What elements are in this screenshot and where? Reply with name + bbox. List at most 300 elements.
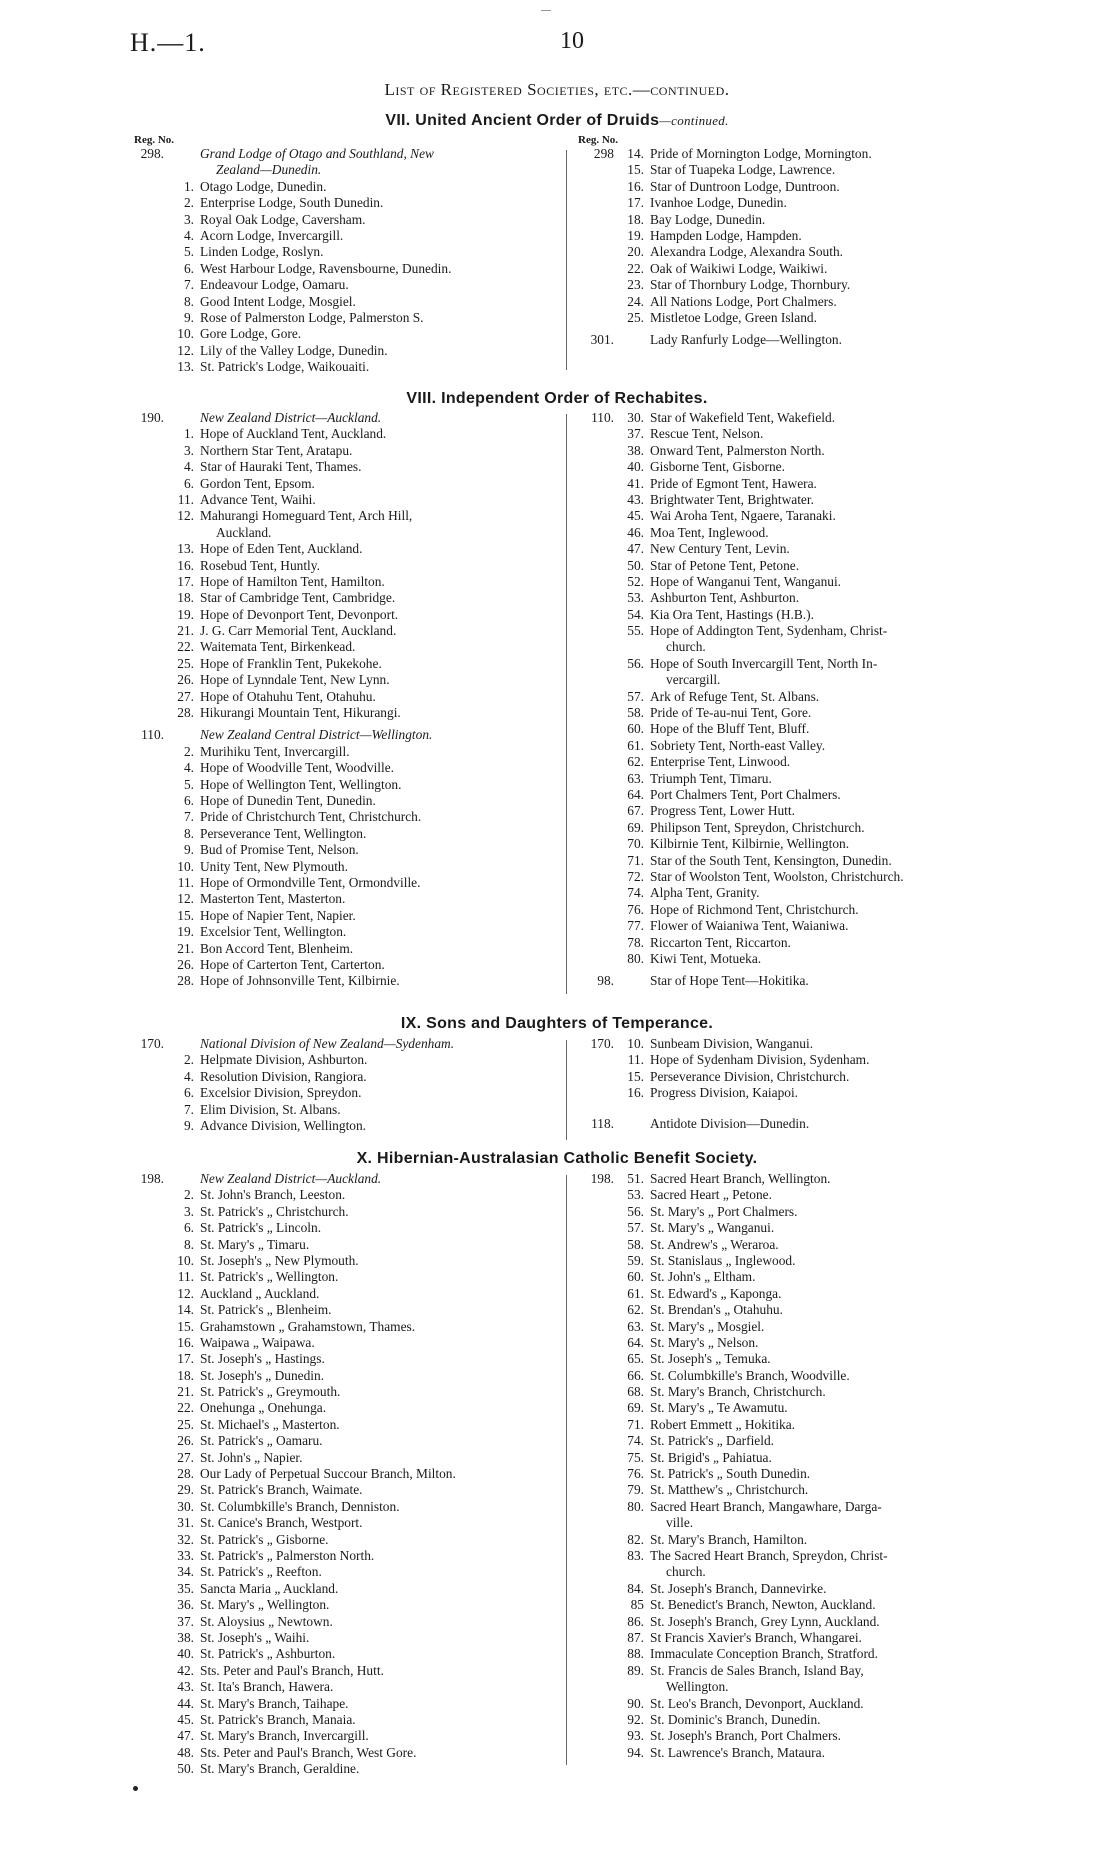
list-item [570, 162, 1010, 178]
list-item [570, 820, 1010, 836]
item-number: 89. [627, 1662, 644, 1678]
item-text: St. Columbkille's Branch, Denniston. [200, 1498, 400, 1514]
item-number: 37. [177, 1613, 194, 1629]
item-text: Lady Ranfurly Lodge—Wellington. [650, 332, 842, 348]
list-item [570, 1116, 1010, 1132]
list-item [570, 869, 1010, 885]
item-text: Grand Lodge of Otago and Southland, New [200, 146, 434, 161]
item-number: 64. [627, 1334, 644, 1350]
item-number: 74. [627, 885, 644, 901]
item-number: 58. [627, 1236, 644, 1252]
list-item [120, 492, 560, 508]
item-text: Immaculate Conception Branch, Stratford. [650, 1646, 878, 1662]
list-item [120, 1253, 560, 1269]
item-text: St. Mary's „ Nelson. [650, 1334, 759, 1350]
item-text: St. Joseph's Branch, Grey Lynn, Auckland. [650, 1613, 880, 1629]
item-number: 25. [627, 309, 644, 325]
list-item [570, 1679, 1010, 1695]
item-text: Gisborne Tent, Gisborne. [650, 459, 785, 475]
item-text: Flower of Waianiwa Tent, Waianiwa. [650, 918, 849, 934]
item-number: 50. [177, 1761, 194, 1777]
item-text: St. Patrick's „ Greymouth. [200, 1384, 341, 1400]
item-text: St. Patrick's „ Christchurch. [200, 1203, 349, 1219]
list-item [570, 1319, 1010, 1335]
list-item [120, 1400, 560, 1416]
item-number: 71. [627, 1416, 644, 1432]
item-number: 11. [627, 1052, 644, 1068]
list-item [570, 771, 1010, 787]
list-item [120, 875, 560, 891]
item-number: 67. [627, 803, 644, 819]
page-number: 10 [560, 28, 584, 54]
list-item [120, 1319, 560, 1335]
item-text: Sunbeam Division, Wanganui. [650, 1036, 814, 1051]
registration-number: 198. [590, 1171, 614, 1186]
item-number: 46. [627, 524, 644, 540]
item-text: Sacred Heart Branch, Wellington. [650, 1171, 831, 1186]
item-text: Pride of Mornington Lodge, Mornington. [650, 146, 872, 161]
item-text: Zealand—Dunedin. [216, 162, 322, 178]
list-item [570, 1269, 1010, 1285]
list-item [570, 1745, 1010, 1761]
list-item [120, 1069, 560, 1085]
item-text: Hope of Dunedin Tent, Dunedin. [200, 792, 376, 808]
list-item [570, 918, 1010, 934]
section-heading-viii: VIII. Independent Order of Rechabites. [406, 390, 708, 407]
list-item [570, 1036, 1010, 1052]
list-item [570, 803, 1010, 819]
item-number: 6. [183, 792, 194, 808]
item-number: 19. [177, 924, 194, 940]
list-item [570, 294, 1010, 310]
item-text: Hope of Wanganui Tent, Wanganui. [650, 573, 842, 589]
item-number: 82. [627, 1531, 644, 1547]
list-item [570, 426, 1010, 442]
list-item [570, 1171, 1010, 1187]
list-item [570, 410, 1010, 426]
item-text: Good Intent Lodge, Mosgiel. [200, 293, 356, 309]
item-number: 44. [177, 1695, 194, 1711]
item-number: 7. [183, 1101, 194, 1117]
item-text: Sts. Peter and Paul's Branch, Hutt. [200, 1662, 384, 1678]
item-number: 6. [183, 1085, 194, 1101]
list-item [570, 277, 1010, 293]
item-number: 28. [177, 705, 194, 721]
list-item [120, 326, 560, 342]
item-number: 94. [627, 1744, 644, 1760]
item-text: Mahurangi Homeguard Tent, Arch Hill, [200, 508, 413, 524]
section-viii-left-column [120, 410, 560, 990]
list-item [570, 1085, 1010, 1101]
list-item [570, 1351, 1010, 1367]
item-text: Bud of Promise Tent, Nelson. [200, 842, 359, 858]
list-item [120, 195, 560, 211]
item-text: Star of Thornbury Lodge, Thornbury. [650, 277, 851, 293]
item-number: 35. [177, 1580, 194, 1596]
item-text: Kiwi Tent, Motueka. [650, 950, 762, 966]
list-item [120, 1630, 560, 1646]
item-number: 15. [177, 907, 194, 923]
list-item [120, 891, 560, 907]
item-number: 68. [627, 1384, 644, 1400]
item-text: Auckland. [216, 524, 272, 540]
list-item [120, 809, 560, 825]
item-number: 14. [627, 146, 644, 161]
item-number: 38. [177, 1629, 194, 1645]
list-item [120, 459, 560, 475]
registration-number: 298. [140, 146, 164, 161]
item-text: St. Mary's Branch, Taihape. [200, 1695, 349, 1711]
list-item [570, 574, 1010, 590]
item-number: 19. [627, 227, 644, 243]
item-text: Advance Division, Wellington. [200, 1117, 367, 1133]
item-number: 26. [177, 956, 194, 972]
item-text: St. Patrick's Lodge, Waikouaiti. [200, 359, 370, 375]
item-text: Pride of Te-au-nui Tent, Gore. [650, 705, 812, 721]
item-text: vercargill. [666, 672, 721, 688]
list-item [570, 525, 1010, 541]
item-text: Elim Division, St. Albans. [200, 1101, 341, 1117]
list-item [570, 639, 1010, 655]
list-item [120, 277, 560, 293]
item-number: 88. [627, 1646, 644, 1662]
list-item [570, 1302, 1010, 1318]
list-item [120, 1052, 560, 1068]
item-number: 31. [177, 1515, 194, 1531]
item-number: 55. [627, 623, 644, 639]
list-item [570, 590, 1010, 606]
list-item [120, 672, 560, 688]
item-number: 54. [627, 606, 644, 622]
item-number: 2. [183, 195, 194, 211]
item-number: 3. [183, 1203, 194, 1219]
list-item [570, 1069, 1010, 1085]
list-item [120, 957, 560, 973]
margin-dot [133, 1786, 138, 1791]
item-number: 45. [177, 1711, 194, 1727]
list-item [120, 607, 560, 623]
list-item [570, 1663, 1010, 1679]
item-text: Star of Woolston Tent, Woolston, Christchurch. [650, 868, 904, 884]
item-text: St. Ita's Branch, Hawera. [200, 1679, 334, 1695]
item-text: St. John's „ Eltham. [650, 1269, 756, 1285]
top-mark [541, 10, 551, 11]
item-number: 40. [177, 1646, 194, 1662]
list-item [120, 212, 560, 228]
item-text: Triumph Tent, Timaru. [650, 770, 772, 786]
list-item [120, 705, 560, 721]
item-text: Gore Lodge, Gore. [200, 326, 302, 342]
list-item [120, 842, 560, 858]
item-number: 62. [627, 754, 644, 770]
list-item [120, 793, 560, 809]
item-text: St. Patrick's „ Ashburton. [200, 1646, 336, 1662]
item-text: St. Mary's Branch, Invercargill. [200, 1728, 369, 1744]
item-text: Royal Oak Lodge, Caversham. [200, 211, 366, 227]
item-number: 9. [183, 842, 194, 858]
list-item [570, 1433, 1010, 1449]
item-number: 56. [627, 655, 644, 671]
item-text: Masterton Tent, Masterton. [200, 891, 346, 907]
item-text: Resolution Division, Rangiora. [200, 1068, 367, 1084]
item-text: Star of the South Tent, Kensington, Dunedin. [650, 852, 892, 868]
list-item [120, 1384, 560, 1400]
item-text: Mistletoe Lodge, Green Island. [650, 309, 817, 325]
item-number: 26. [177, 672, 194, 688]
item-number: 69. [627, 1400, 644, 1416]
list-item [570, 443, 1010, 459]
item-text: St. Joseph's „ Waihi. [200, 1629, 310, 1645]
item-text: Rose of Palmerston Lodge, Palmerston S. [200, 309, 424, 325]
item-text: St. Michael's „ Masterton. [200, 1416, 340, 1432]
list-item [120, 924, 560, 940]
list-item [120, 656, 560, 672]
list-item [570, 1187, 1010, 1203]
item-text: St. Mary's „ Wellington. [200, 1597, 330, 1613]
registration-number: 298 [593, 146, 614, 161]
list-item [120, 1269, 560, 1285]
list-item [570, 836, 1010, 852]
list-item [120, 1696, 560, 1712]
item-text: St. Mary's Branch, Geraldine. [200, 1761, 360, 1777]
list-item [570, 935, 1010, 951]
document-code: H.—1. [130, 28, 206, 57]
item-text: St. Mary's Branch, Christchurch. [650, 1384, 826, 1400]
item-number: 80. [627, 950, 644, 966]
item-number: 80. [627, 1498, 644, 1514]
item-text: Hope of Wellington Tent, Wellington. [200, 776, 402, 792]
item-text: Onehunga „ Onehunga. [200, 1400, 327, 1416]
list-item [120, 623, 560, 639]
item-number: 86. [627, 1613, 644, 1629]
list-item [120, 525, 560, 541]
list-item [120, 1118, 560, 1134]
list-item [570, 179, 1010, 195]
item-number: 21. [177, 1384, 194, 1400]
item-number: 45. [627, 508, 644, 524]
item-number: 29. [177, 1482, 194, 1498]
item-text: Hope of Eden Tent, Auckland. [200, 541, 363, 557]
item-number: 72. [627, 868, 644, 884]
registration-number: 198. [140, 1171, 164, 1186]
item-number: 12. [177, 342, 194, 358]
item-text: ville. [666, 1515, 694, 1531]
list-item [120, 1417, 560, 1433]
item-number: 63. [627, 1318, 644, 1334]
item-text: St. Mary's „ Mosgiel. [650, 1318, 765, 1334]
list-item [120, 574, 560, 590]
list-item [570, 1384, 1010, 1400]
registration-number: 110. [141, 727, 164, 743]
item-text: Perseverance Division, Christchurch. [650, 1068, 850, 1084]
item-text: Ashburton Tent, Ashburton. [650, 590, 800, 606]
list-item [120, 1351, 560, 1367]
list-item [120, 1335, 560, 1351]
item-number: 16. [177, 557, 194, 573]
item-number: 30. [627, 410, 644, 425]
item-number: 58. [627, 705, 644, 721]
item-text: The Sacred Heart Branch, Spreydon, Christ- [650, 1547, 888, 1563]
list-item [570, 973, 1010, 989]
item-number: 10. [177, 326, 194, 342]
item-text: St. Patrick's „ Oamaru. [200, 1433, 323, 1449]
item-number: 10. [627, 1036, 644, 1051]
item-number: 15. [627, 162, 644, 178]
item-text: Star of Hauraki Tent, Thames. [200, 459, 362, 475]
item-number: 1. [183, 426, 194, 442]
item-text: Waipawa „ Waipawa. [200, 1334, 315, 1350]
item-number: 12. [177, 508, 194, 524]
list-item [570, 1499, 1010, 1515]
item-text: Excelsior Tent, Wellington. [200, 924, 347, 940]
item-text: Pride of Egmont Tent, Hawera. [650, 475, 817, 491]
item-text: New Century Tent, Levin. [650, 541, 790, 557]
item-text: Hope of Napier Tent, Napier. [200, 907, 356, 923]
item-text: New Zealand District—Auckland. [200, 1171, 382, 1186]
list-item [120, 973, 560, 989]
page-title: List of Registered Societies, etc.—continued. [384, 80, 730, 99]
item-number: 43. [627, 491, 644, 507]
item-text: St. Joseph's „ Dunedin. [200, 1367, 325, 1383]
item-number: 66. [627, 1367, 644, 1383]
item-text: Star of Wakefield Tent, Wakefield. [650, 410, 836, 425]
item-number: 51. [627, 1171, 644, 1186]
item-text: Alpha Tent, Granity. [650, 885, 760, 901]
list-item [120, 179, 560, 195]
item-number: 6. [183, 475, 194, 491]
list-item [570, 623, 1010, 639]
list-item [120, 777, 560, 793]
list-item [120, 1302, 560, 1318]
list-item [570, 754, 1010, 770]
item-number: 24. [627, 293, 644, 309]
item-number: 13. [177, 541, 194, 557]
list-item [570, 1712, 1010, 1728]
item-text: Hope of South Invercargill Tent, North In- [650, 655, 878, 671]
item-text: Star of Petone Tent, Petone. [650, 557, 800, 573]
item-number: 28. [177, 1466, 194, 1482]
registration-number: 190. [140, 410, 164, 425]
item-number: 5. [183, 776, 194, 792]
list-item [570, 787, 1010, 803]
item-number: 38. [627, 442, 644, 458]
item-number: 11. [177, 491, 194, 507]
list-item [120, 1745, 560, 1761]
item-text: St. Joseph's Branch, Port Chalmers. [650, 1728, 841, 1744]
item-text: Helpmate Division, Ashburton. [200, 1052, 368, 1068]
item-number: 34. [177, 1564, 194, 1580]
list-item [120, 343, 560, 359]
item-text: St. Brendan's „ Otahuhu. [650, 1302, 783, 1318]
list-item [570, 332, 1010, 348]
section-x-right-column [570, 1171, 1010, 1761]
column-divider [566, 1175, 567, 1765]
list-item [120, 294, 560, 310]
list-item [120, 1646, 560, 1662]
item-number: 27. [177, 688, 194, 704]
item-text: West Harbour Lodge, Ravensbourne, Dunedin. [200, 260, 452, 276]
item-number: 19. [177, 606, 194, 622]
list-item [570, 1237, 1010, 1253]
item-text: Hikurangi Mountain Tent, Hikurangi. [200, 705, 401, 721]
item-number: 17. [177, 573, 194, 589]
item-number: 64. [627, 786, 644, 802]
item-number: 41. [627, 475, 644, 491]
item-number: 6. [183, 260, 194, 276]
list-item [120, 1085, 560, 1101]
list-item [570, 721, 1010, 737]
list-item [120, 744, 560, 760]
item-number: 79. [627, 1482, 644, 1498]
item-number: 10. [177, 858, 194, 874]
item-text: Hope of Carterton Tent, Carterton. [200, 956, 385, 972]
item-text: Philipson Tent, Spreydon, Christchurch. [650, 819, 865, 835]
item-number: 11. [177, 1269, 194, 1285]
item-text: St. Benedict's Branch, Newton, Auckland. [650, 1597, 876, 1613]
list-item [570, 476, 1010, 492]
list-item [570, 672, 1010, 688]
list-item [570, 492, 1010, 508]
list-item [120, 941, 560, 957]
item-text: Lily of the Valley Lodge, Dunedin. [200, 342, 388, 358]
item-text: Sobriety Tent, North-east Valley. [650, 737, 826, 753]
item-number: 92. [627, 1711, 644, 1727]
list-item [120, 1187, 560, 1203]
item-text: Hope of Hamilton Tent, Hamilton. [200, 573, 385, 589]
item-number: 22. [627, 260, 644, 276]
list-item [570, 1548, 1010, 1564]
registration-number: 110. [591, 410, 614, 425]
item-text: All Nations Lodge, Port Chalmers. [650, 293, 837, 309]
list-item [120, 146, 560, 162]
list-item [570, 1564, 1010, 1580]
item-number: 8. [183, 825, 194, 841]
item-text: Bay Lodge, Dunedin. [650, 211, 766, 227]
item-number: 60. [627, 1269, 644, 1285]
item-text: St. Patrick's „ Reefton. [200, 1564, 322, 1580]
list-item [570, 1482, 1010, 1498]
list-item [120, 1564, 560, 1580]
item-number: 5. [183, 244, 194, 260]
column-divider [566, 1040, 567, 1140]
item-number: 21. [177, 623, 194, 639]
item-text: Hope of Devonport Tent, Devonport. [200, 606, 399, 622]
list-item [120, 244, 560, 260]
item-number: 17. [177, 1351, 194, 1367]
list-item [570, 1515, 1010, 1531]
item-text: Sacred Heart Branch, Mangawhare, Darga- [650, 1498, 882, 1514]
item-text: Hope of Woodville Tent, Woodville. [200, 760, 395, 776]
item-number: 74. [627, 1433, 644, 1449]
item-text: St. Patrick's „ Wellington. [200, 1269, 339, 1285]
item-text: Linden Lodge, Roslyn. [200, 244, 324, 260]
item-text: Acorn Lodge, Invercargill. [200, 227, 344, 243]
list-item [120, 426, 560, 442]
item-text: Ivanhoe Lodge, Dunedin. [650, 195, 787, 211]
item-text: St. Joseph's Branch, Dannevirke. [650, 1580, 827, 1596]
item-number: 85 [630, 1597, 644, 1613]
item-text: Wellington. [666, 1679, 729, 1695]
item-number: 61. [627, 1285, 644, 1301]
reg-no-label-right: Reg. No. [578, 134, 619, 146]
column-divider [566, 150, 567, 370]
item-text: J. G. Carr Memorial Tent, Auckland. [200, 623, 397, 639]
list-item [570, 146, 1010, 162]
section-heading-x: X. Hibernian-Australasian Catholic Benefit Society. [356, 1150, 758, 1167]
item-text: Kilbirnie Tent, Kilbirnie, Wellington. [650, 836, 850, 852]
list-item [120, 1663, 560, 1679]
list-item [120, 541, 560, 557]
